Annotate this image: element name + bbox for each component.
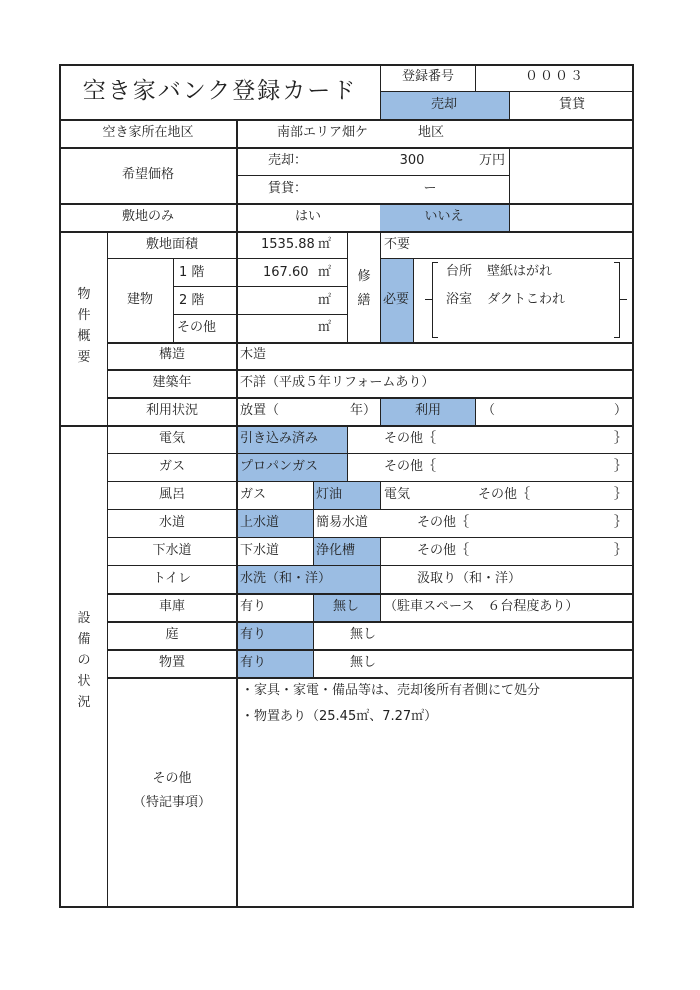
land-only-no: いいえ <box>424 209 464 224</box>
price-sale-value: 300 <box>399 153 425 168</box>
row-divider <box>173 314 347 315</box>
notes-label: その他 <box>152 771 192 786</box>
row-divider <box>107 649 634 651</box>
col-divider <box>380 64 381 120</box>
land-only-label: 敷地のみ <box>121 209 175 224</box>
storage-no: 無し <box>350 655 377 670</box>
water-other: その他｛ <box>417 515 470 530</box>
building-label: 建物 <box>126 292 154 307</box>
electric-other: その他｛ <box>384 431 437 446</box>
toilet-flush: 水洗（和・洋） <box>240 571 332 586</box>
price-rent-label: 賃貸： <box>268 181 308 196</box>
electric-label: 電気 <box>158 431 186 446</box>
water-simple: 簡易水道 <box>316 515 369 530</box>
notes-sublabel: （特記事項） <box>132 795 212 810</box>
bath-gas: ガス <box>240 487 267 502</box>
storage-yes: 有り <box>240 655 267 670</box>
row-divider <box>107 677 634 679</box>
water-other-close: ｝ <box>614 515 628 530</box>
row-divider <box>107 593 634 595</box>
notes-line: ・家具・家電・備品等は、売却後所有者側にて処分 <box>241 683 541 698</box>
type-sale: 売却 <box>430 97 458 112</box>
floor-other-unit: ㎡ <box>318 320 332 335</box>
overview-label: 物 件 概 要 <box>77 287 91 365</box>
bath-other: その他｛ <box>478 487 531 502</box>
land-only-yes: はい <box>294 209 322 224</box>
site-area-label: 敷地面積 <box>145 237 199 252</box>
garage-label: 車庫 <box>158 599 186 614</box>
row-divider <box>107 621 634 623</box>
structure-value: 木造 <box>240 347 267 362</box>
row-divider <box>59 119 634 121</box>
repair-needed: 必要 <box>383 292 410 307</box>
storage-label: 物置 <box>158 655 186 670</box>
col-divider <box>380 232 381 343</box>
price-unit: 万円 <box>479 153 506 168</box>
col-divider <box>347 232 348 343</box>
card-title: 空き家バンク登録カード <box>82 78 358 104</box>
site-area-unit: ㎡ <box>318 237 332 252</box>
card-frame <box>59 64 634 908</box>
col-divider <box>236 120 238 908</box>
row-divider <box>107 258 347 259</box>
col-divider <box>313 594 314 678</box>
usage-year: 年） <box>350 403 377 418</box>
floor-other-label: その他 <box>177 320 217 335</box>
floor1-value: 167.60 <box>263 265 309 280</box>
structure-label: 構造 <box>158 347 186 362</box>
row-divider <box>173 286 347 287</box>
col-divider <box>475 64 476 92</box>
row-divider <box>59 203 634 205</box>
garage-no: 無し <box>332 599 360 614</box>
electric-other-close: ｝ <box>614 431 628 446</box>
toilet-pit: 汲取り（和・洋） <box>417 571 522 586</box>
floor1-label: 1 階 <box>179 265 205 280</box>
toilet-label: トイレ <box>152 571 192 586</box>
water-label: 水道 <box>158 515 186 530</box>
repair-connector-left <box>425 299 432 300</box>
electric-value: 引き込み済み <box>240 431 319 446</box>
repair-bracket-right <box>614 262 620 338</box>
col-divider <box>347 426 348 482</box>
bath-other-close: ｝ <box>614 487 628 502</box>
usage-vacant: 放置（ <box>240 403 280 418</box>
usage-close: ） <box>614 403 628 418</box>
bath-kerosene: 灯油 <box>316 487 343 502</box>
gas-value: プロパンガス <box>240 459 319 474</box>
repair-item-place: 台所 <box>446 264 473 279</box>
repair-item-place: 浴室 <box>446 292 473 307</box>
sewer-septic: 浄化槽 <box>316 543 356 558</box>
usage-label: 利用状況 <box>145 403 199 418</box>
location-value: 南部エリア畑ケ <box>277 125 369 140</box>
repair-label: 修 繕 <box>357 269 371 308</box>
col-divider <box>413 259 414 343</box>
garage-yes: 有り <box>240 599 267 614</box>
price-sale-label: 売却： <box>268 153 308 168</box>
reg-number-label: 登録番号 <box>401 69 455 84</box>
notes-line: ・物置あり（25.45㎡、7.27㎡） <box>241 709 438 724</box>
row-divider <box>107 565 634 566</box>
bath-electric: 電気 <box>384 487 411 502</box>
floor2-unit: ㎡ <box>318 293 332 308</box>
reg-number: ０００３ <box>524 69 586 84</box>
col-divider <box>380 482 381 510</box>
repair-connector-right <box>620 299 627 300</box>
repair-item-detail: ダクトこわれ <box>487 292 566 307</box>
sewer-public: 下水道 <box>240 543 280 558</box>
type-rent: 賃貸 <box>558 97 586 112</box>
gas-label: ガス <box>158 459 186 474</box>
usage-used: 利用 <box>414 403 442 418</box>
year-label: 建築年 <box>152 375 192 390</box>
col-divider <box>173 259 174 343</box>
row-divider <box>107 509 634 510</box>
price-label: 希望価格 <box>121 167 175 182</box>
row-divider <box>380 91 634 92</box>
row-divider <box>380 258 634 259</box>
water-public: 上水道 <box>240 515 280 530</box>
location-suffix: 地区 <box>418 125 445 140</box>
col-divider <box>107 232 108 908</box>
row-divider <box>107 481 634 482</box>
col-divider <box>509 92 510 120</box>
repair-item-detail: 壁紙はがれ <box>487 264 553 279</box>
row-divider <box>107 537 634 538</box>
repair-bracket-left <box>432 262 438 338</box>
row-divider <box>107 453 634 454</box>
col-divider <box>509 148 510 232</box>
row-divider <box>107 397 634 399</box>
garden-yes: 有り <box>240 627 267 642</box>
gas-other-close: ｝ <box>614 459 628 474</box>
row-divider <box>107 369 634 371</box>
facilities-label: 設 備 の 状 況 <box>77 611 91 710</box>
col-divider <box>380 398 381 426</box>
garden-no: 無し <box>350 627 377 642</box>
site-area-value: 1535.88 <box>261 237 315 252</box>
repair-none: 不要 <box>384 237 411 252</box>
garden-label: 庭 <box>165 627 179 642</box>
bath-label: 風呂 <box>158 487 186 502</box>
sewer-other-close: ｝ <box>614 543 628 558</box>
row-divider <box>107 342 634 344</box>
sewer-other: その他｛ <box>417 543 470 558</box>
usage-open: （ <box>482 403 496 418</box>
floor1-unit: ㎡ <box>318 265 332 280</box>
col-divider <box>475 398 476 426</box>
col-divider <box>380 538 381 622</box>
garage-note: （駐車スペース ６台程度あり） <box>384 599 579 614</box>
location-label: 空き家所在地区 <box>102 125 194 140</box>
col-divider <box>313 482 314 566</box>
row-divider <box>237 175 509 176</box>
floor2-label: 2 階 <box>179 293 205 308</box>
sewer-label: 下水道 <box>152 543 192 558</box>
row-divider <box>59 147 634 149</box>
price-rent-value: ー <box>423 181 437 196</box>
year-value: 不詳（平成５年リフォームあり） <box>240 375 435 390</box>
gas-other: その他｛ <box>384 459 437 474</box>
